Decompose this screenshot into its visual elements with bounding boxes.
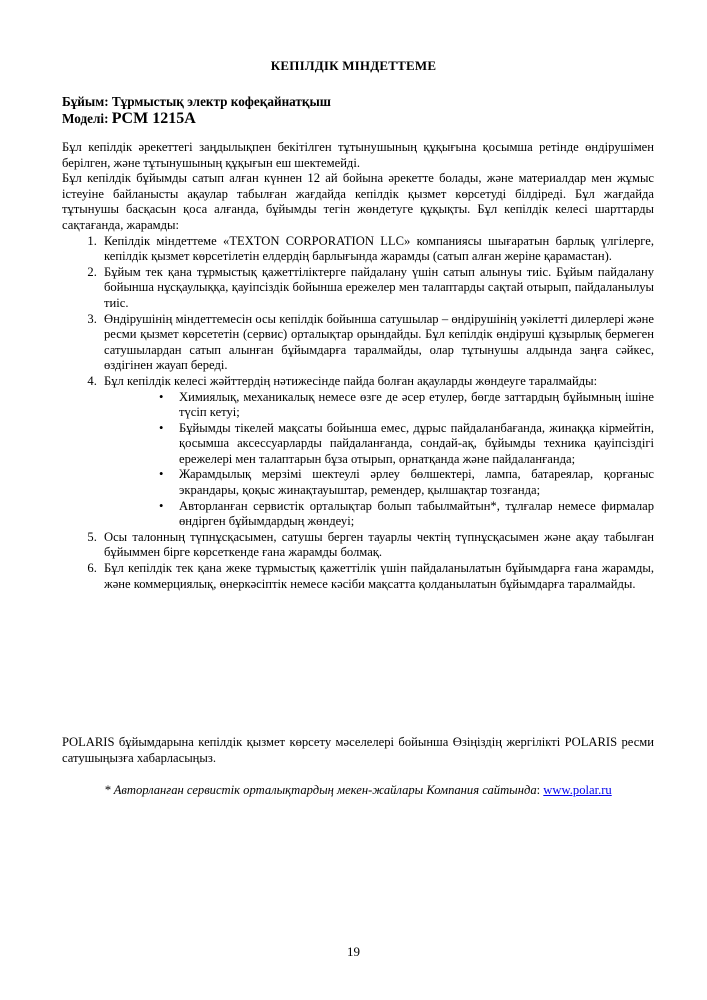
condition-item: 3. Өндірушінің міндеттемесін осы кепілдік бойынша сатушылар – өндірушінің уәкілетті дилерлері және ресми қызмет көрсететін (сервис) орталықтар орындайды. Бұл кепілдік өндіруші құзырлық бермеген сатушылардан сатып алынған бұйымдарға таралмайды, олар тұтынушы алдында заңға сәйкес, өздігінен жауап береді. [100, 312, 654, 374]
footnote-colon: : [536, 783, 541, 797]
bullet-icon: • [159, 389, 164, 404]
exclusion-item: • Химиялық, механикалық немесе өзге де әсер етулер, бөгде заттардың бұйымның ішіне түсіп кетуі; [159, 389, 654, 420]
footnote [62, 783, 654, 798]
condition-item: 2. Бұйым тек қана тұрмыстық қажеттіліктерге пайдалану үшін сатып алынуы тиіс. Бұйым пайдалану бойынша нұсқаулыққа, қауіпсіздік бойынша ережелер мен талаптарды сақтай отырып, пайдаланылуы тиіс. [100, 265, 654, 312]
contact-paragraph: POLARIS бұйымдарына кепілдік қызмет көрсету мәселелері бойынша Өзіңіздің жергілікті POLARIS ресми сатушыңызға хабарласыңыз. [62, 735, 654, 765]
model-value: PCM 1215A [111, 110, 196, 127]
exclusions-list [104, 390, 654, 530]
intro-paragraph: Бұл кепілдік әрекеттегі заңдылықпен бекітілген тұтынушының құқығына қосымша ретінде өндірушімен берілген, және тұтынушының құқығын еш шектемейді. [62, 140, 654, 170]
condition-item: 5. Осы талонның түпнұсқасымен, сатушы берген тауарлы чектің түпнұсқасымен және ақау табылған бұйыммен бірге көрсеткенде ғана жарамды болмақ. [100, 530, 654, 561]
bullet-icon: • [159, 420, 164, 435]
intro-paragraph: Бұл кепілдік бұйымды сатып алған күннен 12 ай бойына әрекетте болады, және материалдар мен жұмыс істеуіне байланысты ақаулар табылған жағдайда кепілдік қызмет көрсетуді білдіреді. Бұл жағдайда тұтынушы басқасын қоса алғанда, бұйымды тегін жөндетуге құқықты. Бұл кепілдік келесі шарттарды сақтағанда, жарамды: [62, 171, 654, 232]
exclusion-item: • Жарамдылық мерзімі шектеулі әрлеу бөлшектері, лампа, батареялар, қорғаныс экрандары, қоқыс жинақтауыштар, ремендер, қылшақтар тозғанда; [159, 467, 654, 498]
exclusion-item: • Авторланған сервистік орталықтар болып табылмайтын*, тұлғалар немесе фирмалар өндірген бұйымдардың жөндеуі; [159, 498, 654, 529]
condition-item: 6. Бұл кепілдік тек қана жеке тұрмыстық қажеттілік үшін пайдаланылатын бұйымдарға ғана жарамды, және коммерциялық, өнеркәсіптік немесе кәсіби мақсатта қолданылатын бұйымдарға таралмайды. [100, 561, 654, 592]
website-link[interactable]: www.polar.ru [543, 783, 612, 797]
condition-item: 4. Бұл кепілдік келесі жәйттердің нәтижесінде пайда болған ақауларды жөндеуге таралмайды: • Химиялық, механикалық немесе өзге де әсер етулер, бөгде заттардың бұйымның ішіне түсіп кетуі; • Бұйымды тікелей мақсаты бойынша емес, дұрыс пайдаланбағанда, жинаққа кірмейтін, қосымша аксессуарларды пайдаланғанда, сондай-ақ, бұйымды техника қауіпсіздігі ережелері мен талаптарын бұза отырып, орнатқанда және пайдаланғанда; • Жарамдылық мерзімі шектеулі әрлеу бөлшектері, лампа, батареялар, қорғаныс экрандары, қоқыс жинақтауыштар, ремендер, қылшақтар тозғанда; • Авторланған сервистік орталықтар болып табылмайтын*, тұлғалар немесе фирмалар өндірген бұйымдардың жөндеуі; [100, 374, 654, 530]
page-number: 19 [347, 944, 360, 959]
model-line [62, 110, 331, 127]
page-title: КЕПІЛДІК МІНДЕТТЕМЕ [270, 58, 437, 73]
product-info [62, 93, 331, 127]
bullet-icon: • [159, 467, 164, 482]
footnote-text: * Авторланған сервистік орталықтардың мекен-жайлары Компания сайтында [104, 783, 537, 797]
conditions-list [62, 234, 654, 593]
warranty-body [62, 140, 654, 592]
exclusion-item: • Бұйымды тікелей мақсаты бойынша емес, дұрыс пайдаланбағанда, жинаққа кірмейтін, қосымша аксессуарларды пайдаланғанда, сондай-ақ, бұйымды техника қауіпсіздігі ережелері мен талаптарын бұза отырып, орнатқанда және пайдаланғанда; [159, 420, 654, 466]
model-label: Моделі: [62, 111, 109, 126]
product-line: Бұйым: Тұрмыстық электр кофеқайнатқыш [62, 94, 331, 109]
bullet-icon: • [159, 498, 164, 513]
condition-item: 1. Кепілдік міндеттеме «TEXTON CORPORATION LLC» компаниясы шығаратын барлық үлгілерге, кепілдік қызмет көрсетілетін елдердің барлығында жарамды (сатып алған жеріне қарамастан). [100, 234, 654, 265]
